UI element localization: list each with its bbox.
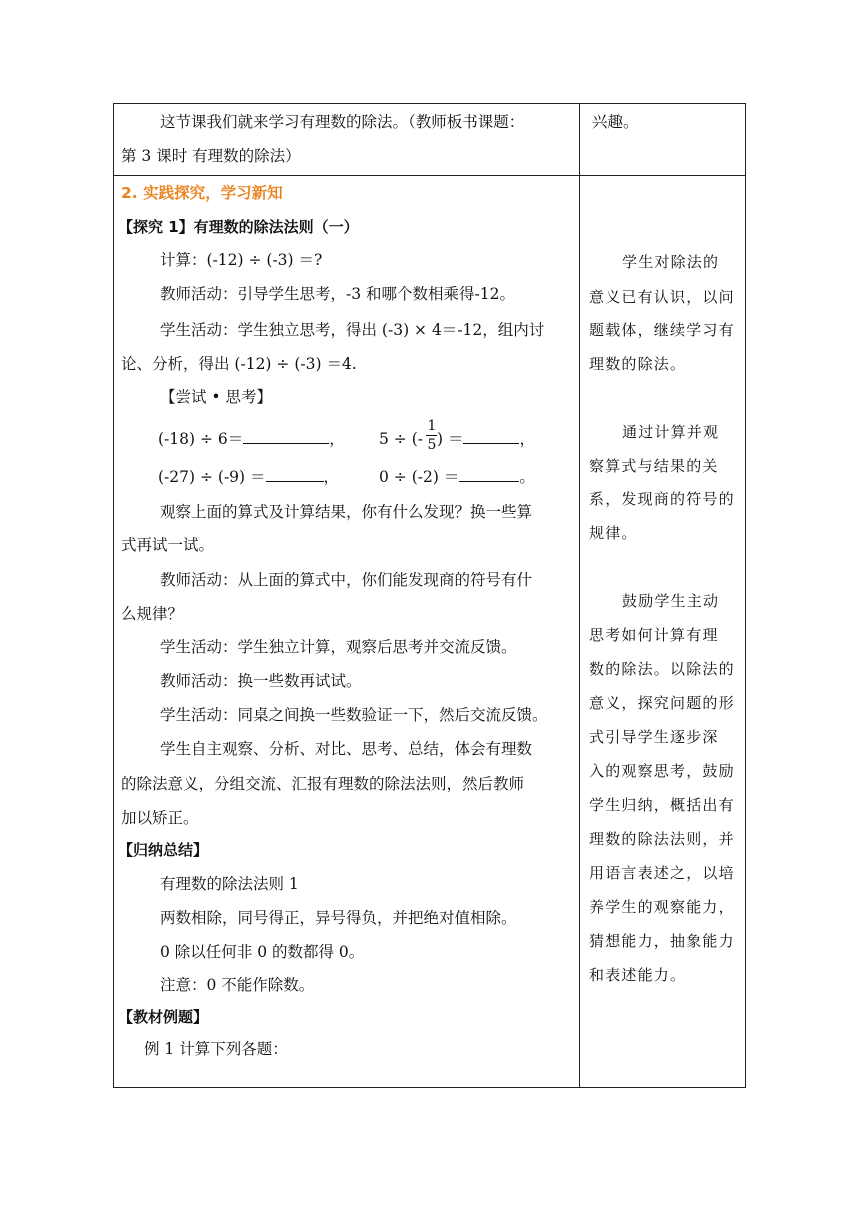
compute-line: 计算：(-12) ÷ (-3) ＝? xyxy=(160,251,323,269)
conclude-title: 【归纳总结】 xyxy=(118,841,209,859)
note-3-line-6: 入的观察思考，鼓励 xyxy=(589,762,735,780)
note-1-line-1: 学生对除法的 xyxy=(622,253,720,271)
summary-line-c: 加以矫正。 xyxy=(121,809,199,827)
note-3-line-11: 猜想能力，抽象能力 xyxy=(589,932,735,950)
student-activity-1b: 论、分析，得出 (-12) ÷ (-3) ＝4. xyxy=(121,355,357,373)
example-title: 【教材例题】 xyxy=(118,1008,209,1026)
lesson-table xyxy=(113,103,746,1088)
answer-blank xyxy=(266,467,324,482)
note-line: 注意：0 不能作除数。 xyxy=(160,976,315,994)
note-2-line-1: 通过计算并观 xyxy=(622,423,720,441)
rule-title: 有理数的除法法则 1 xyxy=(160,875,299,893)
student-activity-3: 学生活动：同桌之间换一些数验证一下，然后交流反馈。 xyxy=(160,706,548,724)
exercise-4-expr: 0 ÷ (-2) ＝ xyxy=(379,468,460,486)
intro-line-1: 这节课我们就来学习有理数的除法。（教师板书课题： xyxy=(160,113,525,131)
note-3-line-5: 式引导学生逐步深 xyxy=(589,728,719,746)
example-1: 例 1 计算下列各题： xyxy=(144,1040,288,1058)
section-heading: 2. 实践探究，学习新知 xyxy=(121,184,283,202)
teacher-activity-1: 教师活动：引导学生思考，-3 和哪个数相乘得-12。 xyxy=(160,285,515,303)
exercise-2-equals: ) ＝ xyxy=(437,430,464,448)
note-1-line-3: 题载体，继续学习有 xyxy=(589,321,735,339)
student-activity-2: 学生活动：学生独立计算，观察后思考并交流反馈。 xyxy=(160,638,517,656)
exercise-4-punct: 。 xyxy=(519,468,535,486)
exercise-1-punct: ， xyxy=(329,430,345,448)
exercise-2-expr: 5 ÷ (- xyxy=(379,430,423,448)
exercise-3 xyxy=(158,467,339,487)
note-2-line-2: 察算式与结果的关 xyxy=(589,457,719,475)
answer-blank xyxy=(243,429,329,444)
intro-side-note: 兴趣。 xyxy=(592,113,639,131)
exercise-3-punct: ， xyxy=(323,468,340,486)
fraction-bar xyxy=(426,435,437,436)
exercise-2-punct: ， xyxy=(519,430,535,448)
summary-line-b: 的除法意义，分组交流、汇报有理数的除法法则，然后教师 xyxy=(121,775,525,793)
note-3-line-8: 理数的除法法则，并 xyxy=(589,830,735,848)
column-divider xyxy=(579,104,580,1087)
exercise-1-expr: (-18) ÷ 6＝ xyxy=(158,430,244,448)
student-activity-1a: 学生活动：学生独立思考，得出 (-3) × 4＝-12，组内讨 xyxy=(160,321,545,339)
note-3-line-4: 意义，探究问题的形 xyxy=(589,694,735,712)
note-3-line-7: 学生归纳，概括出有 xyxy=(589,796,735,814)
rule-line-1: 两数相除，同号得正，异号得负，并把绝对值相除。 xyxy=(160,909,517,927)
exercise-2 xyxy=(379,429,535,449)
note-3-line-2: 思考如何计算有理 xyxy=(589,626,719,644)
explore-title: 【探究 1】有理数的除法法则（一） xyxy=(118,218,359,236)
summary-line-a: 学生自主观察、分析、对比、思考、总结，体会有理数 xyxy=(160,740,533,758)
teacher-activity-3: 教师活动：换一些数再试试。 xyxy=(160,672,362,690)
observe-line-a: 观察上面的算式及计算结果，你有什么发现？换一些算 xyxy=(160,503,533,521)
exercise-3-expr: (-27) ÷ (-9) ＝ xyxy=(158,468,266,486)
answer-blank xyxy=(459,467,519,482)
note-3-line-1: 鼓励学生主动 xyxy=(622,592,720,610)
note-1-line-2: 意义已有认识，以问 xyxy=(589,288,735,306)
note-2-line-3: 系，发现商的符号的 xyxy=(589,490,735,508)
fraction-numerator: 1 xyxy=(427,418,437,434)
answer-blank xyxy=(463,429,519,444)
row-divider xyxy=(114,175,745,176)
exercise-1 xyxy=(158,429,345,449)
note-3-line-12: 和表述能力。 xyxy=(589,966,687,984)
note-3-line-3: 数的除法。以除法的 xyxy=(589,660,735,678)
fraction-denominator: 5 xyxy=(427,437,437,453)
teacher-activity-2a: 教师活动：从上面的算式中，你们能发现商的符号有什 xyxy=(160,571,533,589)
intro-line-2: 第 3 课时 有理数的除法） xyxy=(121,147,301,165)
rule-line-2: 0 除以任何非 0 的数都得 0。 xyxy=(160,943,365,961)
exercise-4 xyxy=(379,467,535,487)
note-2-line-4: 规律。 xyxy=(589,524,638,542)
note-3-line-9: 用语言表述之，以培 xyxy=(589,864,735,882)
teacher-activity-2b: 么规律？ xyxy=(121,605,184,623)
note-1-line-4: 理数的除法。 xyxy=(589,355,687,373)
note-3-line-10: 养学生的观察能力， xyxy=(589,898,735,916)
observe-line-b: 式再试一试。 xyxy=(121,536,215,554)
try-title: 【尝试 • 思考】 xyxy=(160,388,272,406)
